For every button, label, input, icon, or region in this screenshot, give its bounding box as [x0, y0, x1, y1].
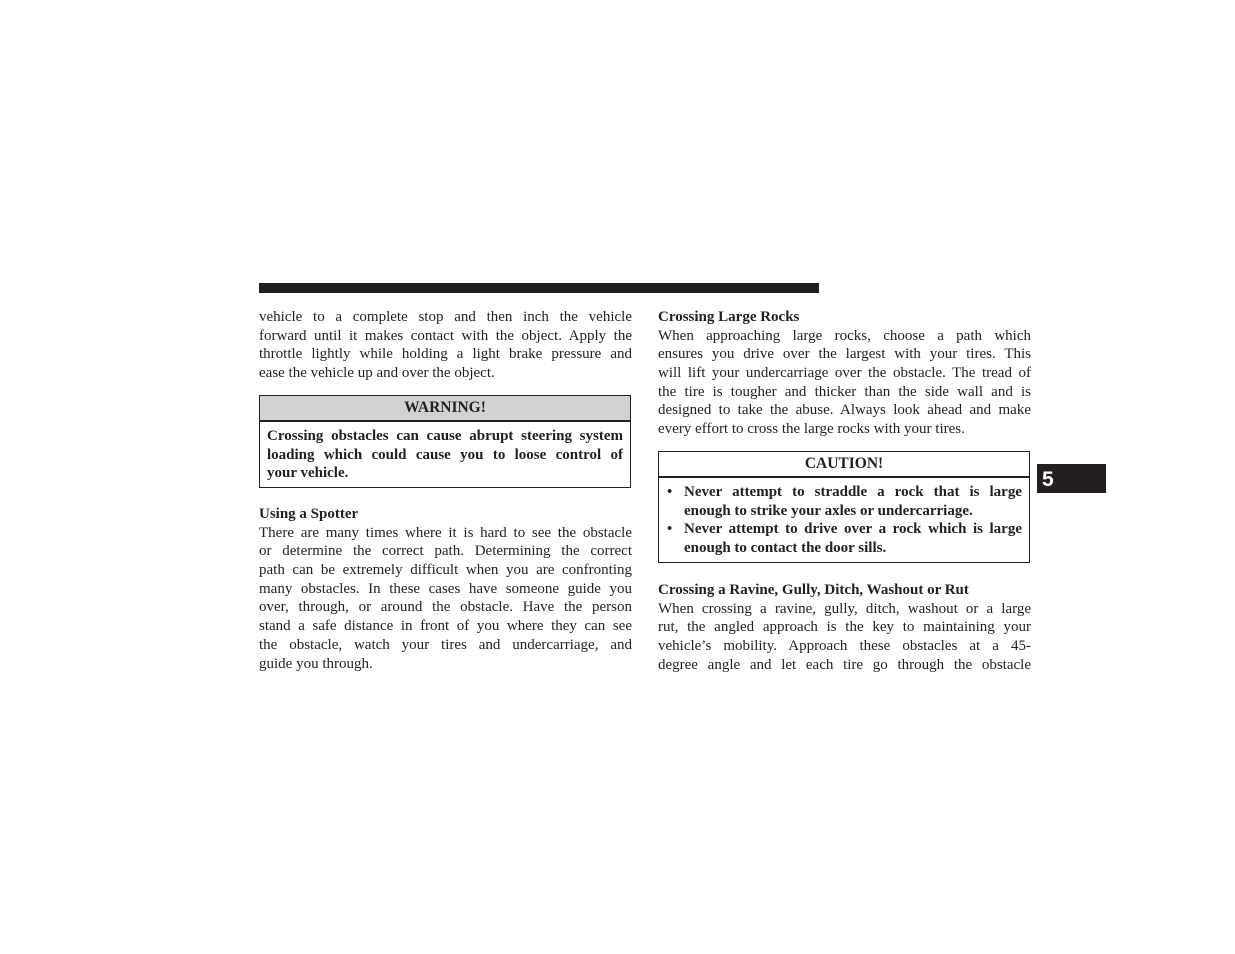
text-line: ease the vehicle up and over the object.: [259, 365, 495, 382]
caution-item: [667, 483, 1022, 520]
text-line: When approaching large rocks, choose a path which: [658, 327, 1031, 344]
header-rule: [259, 283, 819, 293]
text-line: ensures you drive over the largest with your tires. This: [658, 346, 1031, 363]
text-line: There are many times where it is hard to see the obstacle: [259, 524, 632, 541]
bullet-icon: •: [667, 521, 673, 538]
right-column: [658, 308, 1031, 673]
caution-item-text: [684, 520, 1022, 557]
text-line: loading which could cause you to loose control of: [267, 446, 623, 463]
text-line: rut, the angled approach is the key to maintaining your: [658, 619, 1031, 636]
spotter-heading: Using a Spotter: [259, 506, 359, 522]
text-line: enough to strike your axles or undercarriage.: [684, 502, 973, 519]
text-line: the tire is tougher and thicker than the side wall and is: [658, 383, 1031, 400]
text-line: guide you through.: [259, 655, 373, 672]
text-line: enough to contact the door sills.: [684, 540, 887, 557]
text-line: will lift your undercarriage over the obstacle. The tread of: [658, 365, 1031, 382]
caution-item-text: [684, 483, 1022, 520]
text-line: forward until it makes contact with the object. Apply the: [259, 327, 632, 344]
caution-item: [667, 520, 1022, 557]
rocks-paragraph: [658, 327, 1031, 439]
caution-title: CAUTION!: [659, 452, 1029, 478]
rocks-heading: Crossing Large Rocks: [658, 309, 800, 325]
text-line: vehicle’s mobility. Approach these obstacles at a 45-: [658, 638, 1031, 655]
text-line: over, through, or around the obstacle. Have the person: [259, 599, 632, 616]
text-line: When crossing a ravine, gully, ditch, washout or a large: [658, 600, 1031, 617]
text-line: Crossing obstacles can cause abrupt steering system: [267, 428, 623, 444]
text-line: many obstacles. In these cases have someone guide you: [259, 580, 632, 597]
text-line: Never attempt to drive over a rock which is large: [684, 521, 1022, 538]
text-line: stand a safe distance in front of you where they can see: [259, 618, 632, 635]
intro-paragraph: [259, 308, 632, 383]
text-line: designed to take the abuse. Always look ahead and make: [658, 402, 1031, 419]
text-line: vehicle to a complete stop and then inch the vehicle: [259, 309, 632, 325]
spotter-paragraph: [259, 524, 632, 674]
text-line: or determine the correct path. Determining the correct: [259, 543, 632, 560]
caution-box: [658, 451, 1030, 563]
text-line: the obstacle, watch your tires and undercarriage, and: [259, 636, 632, 653]
warning-box: [259, 395, 631, 488]
text-line: Never attempt to straddle a rock that is large: [684, 484, 1022, 500]
chapter-tab: 5: [1037, 464, 1106, 493]
text-line: your vehicle.: [267, 465, 349, 482]
ravine-heading: Crossing a Ravine, Gully, Ditch, Washout or Rut: [658, 582, 969, 598]
text-line: every effort to cross the large rocks with your tires.: [658, 421, 965, 438]
text-line: throttle lightly while holding a light brake pressure and: [259, 346, 632, 363]
caution-list: [659, 478, 1029, 562]
warning-title: WARNING!: [260, 396, 630, 422]
warning-text: [260, 422, 630, 487]
left-column: [259, 308, 632, 672]
text-line: degree angle and let each tire go through the obstacle: [658, 656, 1031, 673]
bullet-icon: •: [667, 484, 673, 500]
text-line: path can be extremely difficult when you are confronting: [259, 562, 632, 579]
ravine-paragraph: [658, 600, 1031, 675]
